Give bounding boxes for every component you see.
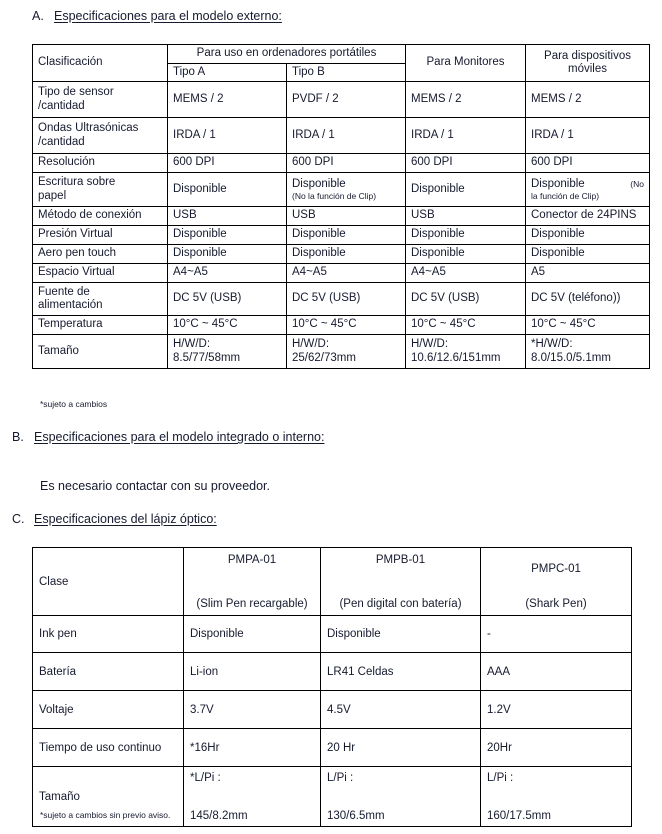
section-title-a: Especificaciones para el modelo externo: [54, 9, 282, 23]
row-label-line1: Tipo de sensor [38, 86, 114, 98]
cell-tipo-b: Disponible [287, 226, 406, 245]
cell-mobile: 10°C ~ 45°C [526, 316, 650, 335]
header-mobile-line1: Para dispositivos [544, 49, 631, 62]
header-pmpa [184, 548, 321, 616]
cell-tipo-a: Disponible [168, 245, 287, 264]
row-label: Ink pen [33, 616, 184, 653]
row-label-line2: /cantidad [38, 135, 85, 148]
row-label: Tiempo de uso continuo [33, 729, 184, 767]
cell-mobile: A5 [526, 264, 650, 283]
table-row [33, 335, 650, 369]
cell-monitors: 10°C ~ 45°C [406, 316, 526, 335]
cell-monitors: MEMS / 2 [406, 82, 526, 118]
row-label-line2: /cantidad [38, 99, 85, 112]
cell-tipo-a: Disponible [168, 173, 287, 207]
header-pmpb-model: PMPB-01 [375, 553, 426, 566]
section-letter-a: A. [32, 9, 44, 23]
table-row [33, 316, 650, 335]
cell-pmpc: 20Hr [481, 729, 632, 767]
cell-monitors [406, 335, 526, 369]
row-label [33, 82, 168, 118]
cell-monitors: Disponible [406, 173, 526, 207]
paragraph-contact-supplier: Es necesario contactar con su proveedor. [40, 479, 270, 493]
cell-tipo-b-note: (No la función de Clip) [292, 191, 377, 201]
cell-mobile-note-1: (No [630, 178, 644, 189]
cell-pmpc: AAA [481, 653, 632, 691]
header-mobile [526, 45, 650, 82]
cell-tipo-a [168, 335, 287, 369]
cell-tipo-b: 600 DPI [287, 154, 406, 173]
header-pmpa-desc: (Slim Pen recargable) [196, 597, 308, 610]
cell-pmpa-line2: 145/8.2mm [190, 809, 248, 822]
section-letter-b: B. [12, 430, 24, 444]
header-class: Clase [33, 548, 184, 616]
header-tipo-b: Tipo B [287, 63, 406, 82]
cell-tipo-a: USB [168, 207, 287, 226]
cell-pmpa: *16Hr [184, 729, 321, 767]
cell-mobile: IRDA / 1 [526, 118, 650, 154]
cell-tipo-a: A4~A5 [168, 264, 287, 283]
cell-tipo-b: Disponible [287, 245, 406, 264]
cell-pmpb-line2: 130/6.5mm [327, 809, 385, 822]
cell-pmpa [184, 767, 321, 827]
cell-monitors: IRDA / 1 [406, 118, 526, 154]
cell-tipo-b: 10°C ~ 45°C [287, 316, 406, 335]
cell-pmpc [481, 767, 632, 827]
header-monitors: Para Monitores [406, 45, 526, 82]
cell-monitors: DC 5V (USB) [406, 283, 526, 316]
cell-tipo-a: 600 DPI [168, 154, 287, 173]
table-row [33, 691, 632, 729]
cell-mobile: Disponible [526, 226, 650, 245]
cell-pmpb: 4.5V [321, 691, 481, 729]
table-row [33, 245, 650, 264]
cell-mobile: 600 DPI [526, 154, 650, 173]
section-title-b: Especificaciones para el modelo integrado o interno: [34, 430, 325, 444]
cell-tipo-b-line2: 25/62/73mm [292, 351, 356, 364]
section-title-c: Especificaciones del lápiz óptico: [34, 512, 217, 526]
row-label: Aero pen touch [33, 245, 168, 264]
row-label: Tamaño [33, 767, 184, 827]
row-label: Método de conexión [33, 207, 168, 226]
cell-monitors: Disponible [406, 226, 526, 245]
cell-pmpb [321, 767, 481, 827]
cell-mobile: DC 5V (teléfono)) [526, 283, 650, 316]
cell-pmpa: Disponible [184, 616, 321, 653]
cell-pmpa: 3.7V [184, 691, 321, 729]
cell-pmpb: 20 Hr [321, 729, 481, 767]
row-label: Resolución [33, 154, 168, 173]
cell-pmpa-line1: *L/Pi : [190, 771, 221, 784]
table-row [33, 616, 632, 653]
cell-mobile-main: Disponible [531, 177, 585, 190]
row-label: Tamaño [33, 335, 168, 369]
cell-pmpc: 1.2V [481, 691, 632, 729]
header-classification: Clasificación [33, 45, 168, 82]
cell-tipo-b: A4~A5 [287, 264, 406, 283]
header-pmpb [321, 548, 481, 616]
cell-tipo-b: IRDA / 1 [287, 118, 406, 154]
cell-pmpb-line1: L/Pi : [327, 771, 354, 784]
table-row [33, 118, 650, 154]
row-label [33, 283, 168, 316]
cell-tipo-b: DC 5V (USB) [287, 283, 406, 316]
table-external-specs [32, 44, 650, 369]
header-pmpa-model: PMPA-01 [227, 553, 277, 566]
cell-tipo-a: IRDA / 1 [168, 118, 287, 154]
table-row [33, 173, 650, 207]
cell-pmpc: - [481, 616, 632, 653]
row-label: Batería [33, 653, 184, 691]
footnote-stylus-table: *sujeto a cambios sin previo aviso. [40, 810, 171, 820]
cell-tipo-b: PVDF / 2 [287, 82, 406, 118]
table-row [33, 653, 632, 691]
cell-tipo-a-line2: 8.5/77/58mm [173, 351, 241, 364]
cell-tipo-a: Disponible [168, 226, 287, 245]
cell-tipo-a-line1: H/W/D: [173, 338, 211, 350]
cell-tipo-a: DC 5V (USB) [168, 283, 287, 316]
cell-pmpc-line1: L/Pi : [487, 771, 514, 784]
cell-mobile [526, 173, 650, 207]
row-label: Espacio Virtual [33, 264, 168, 283]
cell-mobile-line1: *H/W/D: [531, 338, 573, 350]
cell-tipo-a: 10°C ~ 45°C [168, 316, 287, 335]
cell-monitors-line1: H/W/D: [411, 338, 449, 350]
row-label: Temperatura [33, 316, 168, 335]
cell-monitors: A4~A5 [406, 264, 526, 283]
cell-pmpa: Li-ion [184, 653, 321, 691]
row-label: Voltaje [33, 691, 184, 729]
cell-monitors: USB [406, 207, 526, 226]
header-mobile-line2: móviles [568, 63, 607, 75]
table-row [33, 82, 650, 118]
header-laptop-group: Para uso en ordenadores portátiles [168, 45, 406, 64]
section-letter-c: C. [12, 512, 25, 526]
table-header-row [33, 548, 632, 616]
cell-tipo-b [287, 335, 406, 369]
row-label: Presión Virtual [33, 226, 168, 245]
cell-mobile [526, 335, 650, 369]
table-row [33, 283, 650, 316]
cell-pmpc-line2: 160/17.5mm [487, 809, 551, 822]
table-row [33, 226, 650, 245]
table-stylus-specs [32, 547, 632, 827]
cell-mobile: Disponible [526, 245, 650, 264]
header-tipo-a: Tipo A [168, 63, 287, 82]
row-label-line2: papel [38, 189, 67, 202]
table-row [33, 154, 650, 173]
section-heading-c [12, 512, 217, 527]
cell-mobile: Conector de 24PINS [526, 207, 650, 226]
table-row [33, 264, 650, 283]
header-pmpc [481, 548, 632, 616]
header-pmpc-model: PMPC-01 [531, 562, 581, 575]
cell-tipo-a: MEMS / 2 [168, 82, 287, 118]
row-label-line1: Escritura sobre [38, 176, 116, 188]
cell-tipo-b: USB [287, 207, 406, 226]
cell-pmpb: LR41 Celdas [321, 653, 481, 691]
header-pmpb-desc: (Pen digital con batería) [339, 597, 462, 610]
cell-monitors-line2: 10.6/12.6/151mm [411, 351, 501, 364]
row-label-line1: Ondas Ultrasónicas [38, 122, 139, 134]
cell-mobile-line2: 8.0/15.0/5.1mm [531, 351, 611, 364]
row-label-line2: alimentación [38, 299, 103, 311]
row-label [33, 118, 168, 154]
cell-mobile-note-2: la función de Clip) [531, 191, 600, 201]
cell-monitors: 600 DPI [406, 154, 526, 173]
cell-mobile: MEMS / 2 [526, 82, 650, 118]
cell-tipo-b-main: Disponible [292, 177, 346, 190]
footnote-external-table: *sujeto a cambios [40, 399, 108, 409]
row-label [33, 173, 168, 207]
table-header-row-1 [33, 45, 650, 64]
cell-tipo-b [287, 173, 406, 207]
row-label-line1: Fuente de [38, 285, 90, 298]
cell-pmpb: Disponible [321, 616, 481, 653]
cell-tipo-b-line1: H/W/D: [292, 338, 330, 350]
table-row [33, 207, 650, 226]
section-heading-a [32, 9, 282, 24]
header-pmpc-desc: (Shark Pen) [525, 597, 587, 610]
section-heading-b [12, 430, 324, 445]
cell-monitors: Disponible [406, 245, 526, 264]
table-row [33, 729, 632, 767]
